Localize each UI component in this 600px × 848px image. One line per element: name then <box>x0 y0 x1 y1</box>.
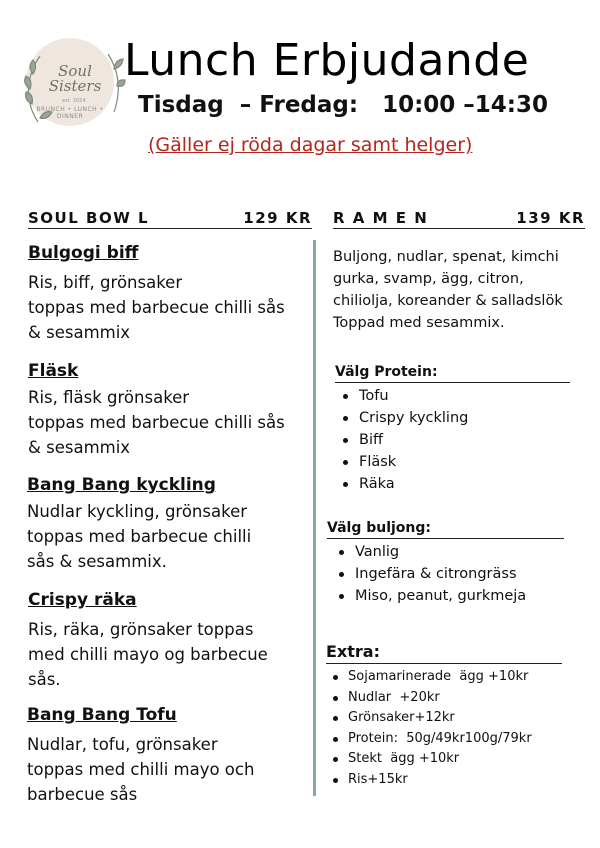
ramen-desc-line: gurka, svamp, ägg, citron, <box>333 271 524 287</box>
broth-heading: Välg buljong: <box>327 518 564 539</box>
column-divider <box>313 240 316 796</box>
extra-option: Grönsaker+12kr <box>326 708 562 729</box>
broth-option: Vanlig <box>331 541 564 563</box>
restaurant-logo <box>18 34 126 142</box>
extra-option: Sojamarinerade ägg +10kr <box>326 667 562 688</box>
ramen-desc-line: Toppad med sesammix. <box>333 315 505 331</box>
menu-item <box>27 474 251 574</box>
item-desc-line: & sesammix <box>28 323 131 342</box>
extra-option: Stekt ägg +10kr <box>326 749 562 770</box>
item-desc-line: med chilli mayo og barbecue <box>28 645 268 664</box>
item-name-text: Fläsk <box>28 361 79 381</box>
logo-wordmark <box>40 64 110 94</box>
item-name <box>27 474 251 496</box>
protein-option: Crispy kyckling <box>335 407 570 429</box>
item-desc-line: Ris, fläsk grönsaker <box>28 388 190 407</box>
menu-item <box>28 242 285 345</box>
soul-bowl-price: 129 KR <box>243 209 312 227</box>
protein-option: Räka <box>335 473 570 495</box>
soul-bowl-label: SOUL BOW L <box>28 209 150 227</box>
item-desc-line: Nudlar kyckling, grönsaker <box>27 502 248 521</box>
broth-section <box>327 518 564 607</box>
protein-option: Biff <box>335 429 570 451</box>
logo-est: est. 2024 <box>62 98 86 104</box>
item-name <box>27 704 254 726</box>
soul-bowl-header <box>28 208 312 229</box>
ramen-price: 139 KR <box>516 209 585 227</box>
item-desc-line: sås & sesammix. <box>27 552 167 571</box>
item-name <box>28 589 268 611</box>
broth-option: Ingefära & citrongräss <box>331 563 564 585</box>
extras-section <box>326 641 562 790</box>
item-desc-line: Ris, räka, grönsaker toppas <box>28 620 254 639</box>
extras-heading: Extra: <box>326 641 562 664</box>
extra-option: Ris+15kr <box>326 770 562 791</box>
ramen-header <box>333 208 585 229</box>
item-desc-line: toppas med barbecue chilli <box>27 527 252 546</box>
validity-note: (Gäller ej röda dagar samt helger) <box>148 134 473 156</box>
protein-section <box>335 362 570 495</box>
opening-hours: Tisdag – Fredag: 10:00 –14:30 <box>138 92 549 118</box>
ramen-label: R A M E N <box>333 209 429 227</box>
item-name-text: Bulgogi biff <box>28 243 139 263</box>
ramen-desc-line: chiliolja, koreander & salladslök <box>333 293 563 309</box>
item-name <box>28 360 285 382</box>
menu-item <box>28 360 285 460</box>
ramen-description <box>333 246 563 334</box>
broth-option: Miso, peanut, gurkmeja <box>331 585 564 607</box>
item-desc-line: toppas med barbecue chilli sås <box>28 298 285 317</box>
item-name <box>28 242 285 264</box>
item-desc-line: Nudlar, tofu, grönsaker <box>27 735 218 754</box>
protein-heading: Välg Protein: <box>335 362 570 383</box>
item-desc-line: sås. <box>28 670 61 689</box>
item-desc-line: & sesammix <box>28 438 131 457</box>
page-title: Lunch Erbjudande <box>124 35 530 86</box>
ramen-desc-line: Buljong, nudlar, spenat, kimchi <box>333 249 559 265</box>
item-name-text: Bang Bang kyckling <box>27 475 216 495</box>
protein-option: Tofu <box>335 385 570 407</box>
extra-option: Nudlar +20kr <box>326 688 562 709</box>
item-desc-line: Ris, biff, grönsaker <box>28 273 183 292</box>
item-desc-line: barbecue sås <box>27 785 138 804</box>
logo-tagline: BRUNCH • LUNCH • DINNER <box>36 106 104 120</box>
extra-option: Protein: 50g/49kr100g/79kr <box>326 729 562 750</box>
item-desc-line: toppas med barbecue chilli sås <box>28 413 285 432</box>
logo-word-1: Soul <box>58 62 92 80</box>
logo-word-2: Sisters <box>48 77 102 95</box>
item-name-text: Bang Bang Tofu <box>27 705 177 725</box>
item-name-text: Crispy räka <box>28 590 137 610</box>
item-desc-line: toppas med chilli mayo och <box>27 760 255 779</box>
protein-option: Fläsk <box>335 451 570 473</box>
menu-item <box>28 589 268 692</box>
menu-item <box>27 704 254 807</box>
